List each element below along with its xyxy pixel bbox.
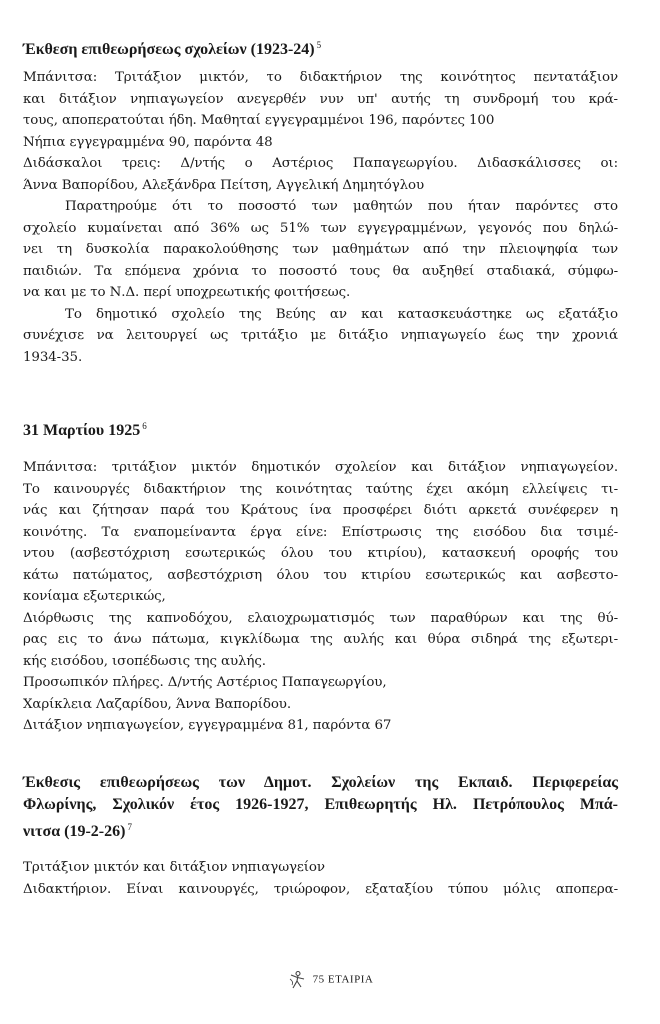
text-line: Παρατηρούμε ότι το ποσοστό των μαθητών που ήταν παρόντες στο (65, 199, 618, 214)
dancer-logo-icon (287, 970, 309, 990)
text-line: κής εισόδου, ισοπέδωσις της αυλής. (23, 653, 266, 669)
section-2 (23, 415, 618, 442)
text-line: κοινότης. Τα εναπομείναντα έργα είνε: Επίστρωσις της εισόδου δια τσιμέ- (23, 524, 618, 540)
section-heading (23, 415, 618, 442)
text-line: συνέχισε να λειτουργεί ως τριτάξιο με διτάξιο νηπιαγωγείο έως την χρονιά (23, 328, 618, 343)
footnote-ref: 6 (142, 421, 147, 431)
text-line: νάς και ζήτησαν παρά του Κράτους ίνα προσφέρει διότι αρκετά συνέφερεν η (23, 503, 618, 518)
text-line: παιδιών. Τα επόμενα χρόνια το ποσοστό τους θα αυξηθεί σταδιακά, σύμφω- (23, 263, 618, 279)
text-line: σχολείο κυμαίνεται από 36% ως 51% των εγγεγραμμένων, γεγονός που δηλώ- (23, 220, 618, 236)
text-line: Άννα Βαπορίδου, Αλεξάνδρα Πείτση, Αγγελική Δημητόγλου (23, 177, 425, 193)
text-line: Νήπια εγγεγραμμένα 90, παρόντα 48 (23, 134, 273, 150)
heading-text: νιτσα (19-2-26) (23, 823, 126, 840)
page-footer (0, 970, 660, 990)
text-line: Διόρθωσις της καπνοδόχου, ελαιοχρωματισμός των παραθύρων και της θύ- (23, 610, 618, 626)
heading-line: Έκθεσις επιθεωρήσεως των Δημοτ. Σχολείων της Εκπαιδ. Περιφερείας (23, 774, 618, 791)
heading-text: 31 Μαρτίου 1925 (23, 422, 141, 439)
section-heading (23, 34, 618, 61)
page-number-text: 75 ΕΤΑΙΡΙΑ (312, 973, 374, 986)
heading-line: Φλωρίνης, Σχολικόν έτος 1926-1927, Επιθεωρητής Ηλ. Πετρόπουλος Μπά- (23, 796, 618, 813)
text-line: Χαρίκλεια Λαζαρίδου, Άννα Βαπορίδου. (23, 696, 291, 712)
text-line: Διδακτήριον. Είναι καινουργές, τριώροφον, εξαταξίου τύπου μόλις αποπερα- (23, 881, 618, 897)
text-line: Προσωπικόν πλήρες. Δ/ντής Αστέριος Παπαγεωργίου, (23, 675, 387, 690)
text-line: ντου (ασβεστόχριση εσωτερικώς όλου του κτιρίου), κατασκευή οροφής του (23, 546, 618, 561)
text-line: να και με το Ν.Δ. περί υποχρεωτικής φοιτήσεως. (23, 285, 351, 300)
text-line: Τριτάξιον μικτόν και διτάξιον νηπιαγωγείον (23, 860, 325, 875)
text-line: κάτω πατώματος, ασβεστόχριση όλου του κτιρίου εσωτερικώς και ασβεστο- (23, 567, 618, 583)
heading-line (23, 816, 618, 843)
text-line: Διτάξιον νηπιαγωγείον, εγγεγραμμένα 81, παρόντα 67 (23, 718, 392, 733)
text-line: ρας εις το άνω πάτωμα, κιγκλίδωμα της αυλής και θύρα σιδηρά της εξωτερι- (23, 632, 618, 647)
section-1-body (23, 67, 618, 368)
section-1 (23, 34, 618, 61)
footnote-ref: 7 (127, 822, 132, 832)
text-line: κονίαμα εξωτερικώς, (23, 589, 166, 604)
text-line: Το καινουργές διδακτήριον της κοινότητας ταύτης έχει ακόμη ελλείψεις τι- (23, 481, 618, 497)
section-3 (23, 772, 618, 843)
footnote-ref: 5 (316, 40, 322, 50)
section-3-body (23, 857, 618, 900)
text-line: Μπάνιτσα: Τριτάξιον μικτόν, το διδακτήριον της κοινότητος πεντατάξιον (23, 70, 618, 85)
text-line: 1934-35. (23, 349, 83, 365)
text-line: Το δημοτικό σχολείο της Βεύης αν και κατασκευάστηκε ως εξατάξιο (65, 306, 618, 322)
section-2-body (23, 457, 618, 737)
text-line: τους, αποπερατούται ήδη. Μαθηταί εγγεγραμμένοι 196, παρόντες 100 (23, 113, 495, 128)
text-line: νει τη δυσκολία παρακολούθησης των μαθημάτων από την πλειοψηφία των (23, 242, 618, 257)
text-line: και διτάξιον νηπιαγωγείον ανεγερθέν νυν υπ' αυτής τη συνδρομή του κρά- (23, 91, 618, 107)
text-line: Διδάσκαλοι τρεις: Δ/ντής ο Αστέριος Παπαγεωργίου. Διδασκάλισσες οι: (23, 156, 618, 171)
text-line: Μπάνιτσα: τριτάξιον μικτόν δημοτικόν σχολείον και διτάξιον νηπιαγωγείον. (23, 460, 618, 475)
heading-text: Έκθεση επιθεωρήσεως σχολείων (1923-24) (23, 41, 315, 58)
